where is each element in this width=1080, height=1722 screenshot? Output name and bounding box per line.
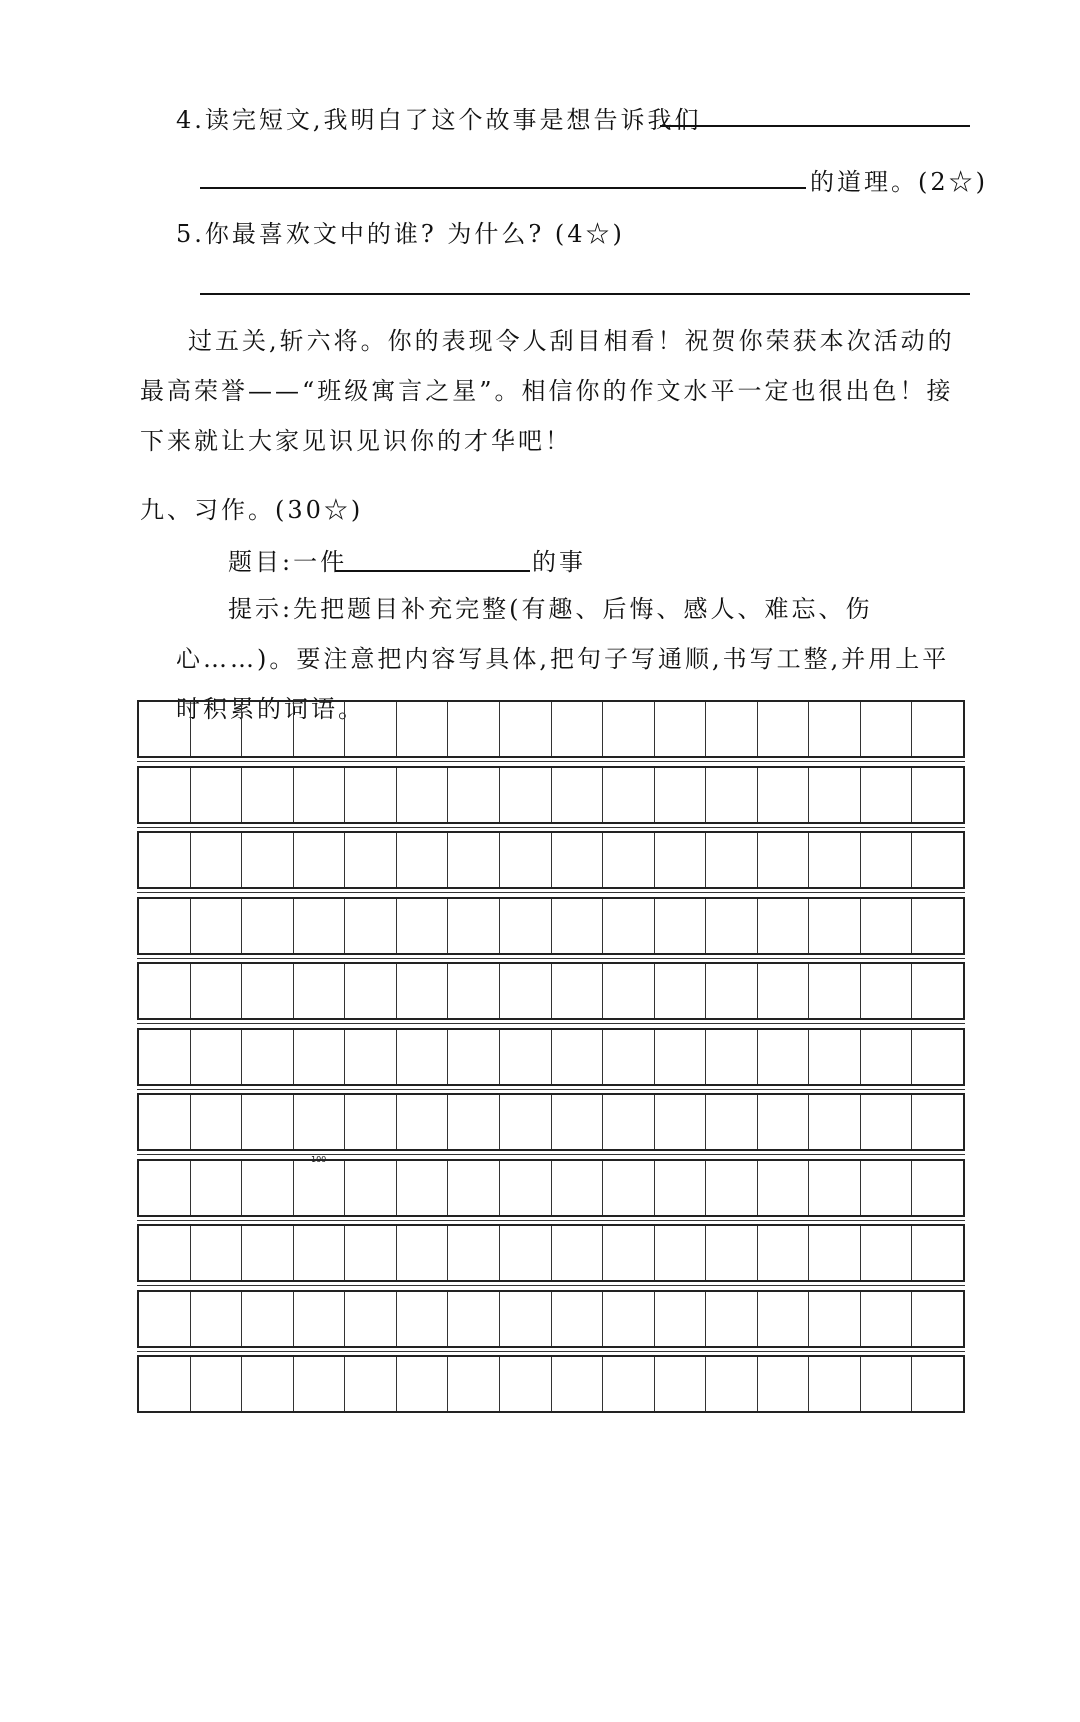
grid-row-separator [137,827,965,828]
grid-cell[interactable] [706,702,758,756]
grid-cell[interactable] [861,833,913,887]
grid-cell[interactable] [758,899,810,953]
grid-cell[interactable] [861,1292,913,1346]
grid-cell[interactable] [500,702,552,756]
grid-row [137,1093,965,1151]
grid-cell[interactable] [294,702,346,756]
grid-cell[interactable] [242,833,294,887]
grid-cell[interactable] [242,1161,294,1215]
grid-cell[interactable] [294,899,346,953]
grid-cell[interactable] [345,1357,397,1411]
hint-paragraph: 提示:先把题目补充完整(有趣、后悔、感人、难忘、伤心……)。要注意把内容写具体,把句子写通顺,书写工整,并用上平时积累的词语。 [176,595,950,723]
grid-cell[interactable] [500,833,552,887]
grid-cell[interactable] [706,1292,758,1346]
question-4-answer-line-1[interactable] [660,125,970,127]
grid-cell[interactable] [345,1226,397,1280]
grid-cell[interactable] [294,768,346,822]
grid-cell[interactable] [552,768,604,822]
grid-row-separator [137,761,965,762]
grid-row [137,897,965,955]
grid-row-separator [137,892,965,893]
grid-cell[interactable] [448,1226,500,1280]
grid-cell[interactable] [139,899,191,953]
grid-cell[interactable] [758,1357,810,1411]
grid-cell[interactable] [655,1226,707,1280]
grid-cell[interactable] [345,702,397,756]
grid-row-separator [137,958,965,959]
grid-cell[interactable] [861,1161,913,1215]
grid-cell[interactable] [552,1357,604,1411]
grid-cell[interactable] [655,1357,707,1411]
question-4-text: 4.读完短文,我明白了这个故事是想告诉我们 [176,106,702,134]
grid-cell[interactable] [603,1292,655,1346]
grid-cell[interactable] [655,1095,707,1149]
grid-cell[interactable] [809,1226,861,1280]
grid-cell[interactable] [809,833,861,887]
grid-cell[interactable] [706,768,758,822]
grid-cell[interactable] [552,899,604,953]
grid-cell[interactable] [294,1226,346,1280]
grid-cell[interactable] [448,768,500,822]
grid-cell[interactable] [655,1161,707,1215]
grid-cell[interactable] [603,768,655,822]
grid-cell[interactable] [448,1095,500,1149]
grid-cell[interactable] [139,1030,191,1084]
grid-cell[interactable] [397,1095,449,1149]
grid-cell[interactable] [345,1161,397,1215]
grid-cell[interactable] [139,1357,191,1411]
grid-cell[interactable] [655,899,707,953]
grid-row-separator [137,1089,965,1090]
grid-cell[interactable] [706,833,758,887]
grid-cell[interactable] [758,1226,810,1280]
grid-cell[interactable] [397,1161,449,1215]
grid-cell[interactable] [242,1030,294,1084]
grid-cell[interactable] [242,1292,294,1346]
grid-row [137,1290,965,1348]
grid-cell[interactable] [603,1030,655,1084]
topic-prefix: 题目:一件 [228,548,348,576]
grid-cell[interactable] [139,1226,191,1280]
grid-cell[interactable] [500,768,552,822]
topic-suffix: 的事 [532,548,586,576]
question-4-answer-line-2[interactable] [200,187,806,189]
grid-cell[interactable] [294,1161,346,1215]
grid-row-separator [137,1023,965,1024]
grid-cell[interactable] [912,1357,963,1411]
grid-cell[interactable] [552,1226,604,1280]
grid-cell[interactable] [500,964,552,1018]
grid-cell[interactable] [706,1161,758,1215]
grid-cell[interactable] [242,702,294,756]
grid-cell[interactable] [448,899,500,953]
grid-cell[interactable] [552,833,604,887]
grid-cell[interactable] [448,1030,500,1084]
grid-cell[interactable] [655,768,707,822]
grid-cell[interactable] [294,1357,346,1411]
grid-cell[interactable] [706,1357,758,1411]
grid-cell[interactable] [603,1161,655,1215]
grid-cell[interactable] [345,833,397,887]
grid-cell[interactable] [139,1292,191,1346]
grid-cell[interactable] [758,702,810,756]
grid-cell[interactable] [861,1095,913,1149]
grid-cell[interactable] [758,1292,810,1346]
grid-cell[interactable] [758,1095,810,1149]
grid-row [137,1355,965,1413]
grid-row-separator [137,1154,965,1155]
grid-cell[interactable] [603,1226,655,1280]
grid-cell[interactable] [191,1357,243,1411]
grid-row-separator [137,1220,965,1221]
grid-cell[interactable] [861,702,913,756]
grid-cell[interactable] [500,1226,552,1280]
grid-cell[interactable] [706,1095,758,1149]
grid-cell[interactable] [191,833,243,887]
grid-cell[interactable] [191,964,243,1018]
grid-row [137,1028,965,1086]
grid-cell[interactable] [397,1357,449,1411]
grid-cell[interactable] [912,1292,963,1346]
grid-cell[interactable] [809,1292,861,1346]
grid-cell[interactable] [500,1357,552,1411]
grid-cell[interactable] [758,1030,810,1084]
grid-cell[interactable] [809,768,861,822]
grid-cell[interactable] [861,1357,913,1411]
grid-cell[interactable] [294,1030,346,1084]
grid-cell[interactable] [191,1292,243,1346]
grid-cell[interactable] [345,964,397,1018]
grid-cell[interactable] [242,768,294,822]
grid-cell[interactable] [552,702,604,756]
grid-cell[interactable] [552,1161,604,1215]
grid-cell[interactable] [397,702,449,756]
grid-cell[interactable] [448,1292,500,1346]
grid-cell[interactable] [139,964,191,1018]
grid-cell[interactable] [603,1357,655,1411]
grid-cell[interactable] [912,768,963,822]
grid-cell[interactable] [655,1030,707,1084]
grid-cell[interactable] [861,1226,913,1280]
grid-cell[interactable] [294,1292,346,1346]
grid-cell[interactable] [191,768,243,822]
grid-cell[interactable] [758,1161,810,1215]
section-9-title: 九、习作。(30☆) [140,496,364,524]
grid-cell[interactable] [397,1226,449,1280]
grid-cell[interactable] [552,964,604,1018]
grid-cell[interactable] [345,899,397,953]
grid-cell[interactable] [448,964,500,1018]
grid-cell[interactable] [191,899,243,953]
grid-cell[interactable] [500,1161,552,1215]
grid-row [137,1159,965,1217]
grid-cell[interactable] [552,1030,604,1084]
grid-cell[interactable] [912,1095,963,1149]
grid-cell[interactable] [397,768,449,822]
grid-cell[interactable] [294,1095,346,1149]
grid-cell[interactable] [242,1095,294,1149]
grid-cell[interactable] [758,964,810,1018]
grid-cell[interactable] [345,1030,397,1084]
grid-cell[interactable] [706,1226,758,1280]
grid-cell[interactable] [758,768,810,822]
grid-cell[interactable] [912,1161,963,1215]
grid-cell[interactable] [500,1095,552,1149]
grid-cell[interactable] [861,964,913,1018]
grid-cell[interactable] [706,899,758,953]
grid-cell[interactable] [655,964,707,1018]
grid-cell[interactable] [500,1030,552,1084]
grid-cell[interactable] [242,1226,294,1280]
grid-cell[interactable] [191,1030,243,1084]
grid-cell[interactable] [809,1095,861,1149]
grid-cell[interactable] [706,1030,758,1084]
grid-cell[interactable] [603,833,655,887]
grid-cell[interactable] [912,1226,963,1280]
topic-blank[interactable] [335,570,530,572]
question-5-text: 5.你最喜欢文中的谁? 为什么? (4☆) [176,220,625,248]
grid-cell[interactable] [861,1030,913,1084]
grid-cell[interactable] [912,702,963,756]
grid-cell[interactable] [242,1357,294,1411]
grid-cell[interactable] [448,1161,500,1215]
grid-cell[interactable] [191,1161,243,1215]
grid-cell[interactable] [809,1030,861,1084]
grid-cell[interactable] [139,768,191,822]
grid-cell[interactable] [655,702,707,756]
grid-cell[interactable] [655,833,707,887]
grid-cell[interactable] [603,1095,655,1149]
grid-cell[interactable] [809,899,861,953]
grid-row [137,700,965,758]
grid-row [137,766,965,824]
grid-cell[interactable] [397,899,449,953]
grid-cell[interactable] [500,899,552,953]
grid-cell[interactable] [809,1357,861,1411]
question-5-answer-line[interactable] [200,293,970,295]
grid-cell[interactable] [912,833,963,887]
grid-cell[interactable] [809,702,861,756]
grid-cell[interactable] [191,1095,243,1149]
grid-cell[interactable] [603,899,655,953]
grid-cell[interactable] [242,964,294,1018]
grid-cell[interactable] [603,702,655,756]
grid-cell[interactable] [912,899,963,953]
grid-cell[interactable] [603,964,655,1018]
grid-cell[interactable] [861,768,913,822]
grid-cell[interactable] [552,1095,604,1149]
grid-cell[interactable] [448,833,500,887]
grid-cell[interactable] [345,768,397,822]
grid-cell[interactable] [294,833,346,887]
grid-cell[interactable] [345,1292,397,1346]
grid-cell[interactable] [242,899,294,953]
praise-paragraph: 过五关,斩六将。你的表现令人刮目相看！祝贺你荣获本次活动的最高荣誉——“班级寓言之星”。相信你的作文水平一定也很出色！接下来就让大家见识见识你的才华吧！ [140,327,955,455]
grid-cell[interactable] [809,964,861,1018]
grid-cell[interactable] [139,702,191,756]
grid-cell[interactable] [448,702,500,756]
word-count-mark: 100 [311,1155,327,1164]
grid-cell[interactable] [912,1030,963,1084]
question-4-suffix: 的道理。(2☆) [810,168,988,196]
grid-row [137,1224,965,1282]
grid-cell[interactable] [758,833,810,887]
grid-cell[interactable] [139,1161,191,1215]
grid-cell[interactable] [500,1292,552,1346]
grid-cell[interactable] [552,1292,604,1346]
grid-cell[interactable] [809,1161,861,1215]
grid-cell[interactable] [655,1292,707,1346]
grid-cell[interactable] [397,1292,449,1346]
grid-cell[interactable] [861,899,913,953]
writing-grid[interactable] [137,700,965,1722]
grid-cell[interactable] [139,1095,191,1149]
grid-cell[interactable] [397,1030,449,1084]
grid-cell[interactable] [706,964,758,1018]
grid-cell[interactable] [448,1357,500,1411]
grid-row [137,962,965,1020]
grid-cell[interactable] [345,1095,397,1149]
grid-cell[interactable] [191,1226,243,1280]
grid-cell[interactable] [912,964,963,1018]
grid-cell[interactable] [294,964,346,1018]
grid-cell[interactable] [139,833,191,887]
grid-row-separator [137,1351,965,1352]
grid-cell[interactable] [191,702,243,756]
grid-row-separator [137,1285,965,1286]
grid-cell[interactable] [397,964,449,1018]
grid-row [137,831,965,889]
grid-cell[interactable] [397,833,449,887]
